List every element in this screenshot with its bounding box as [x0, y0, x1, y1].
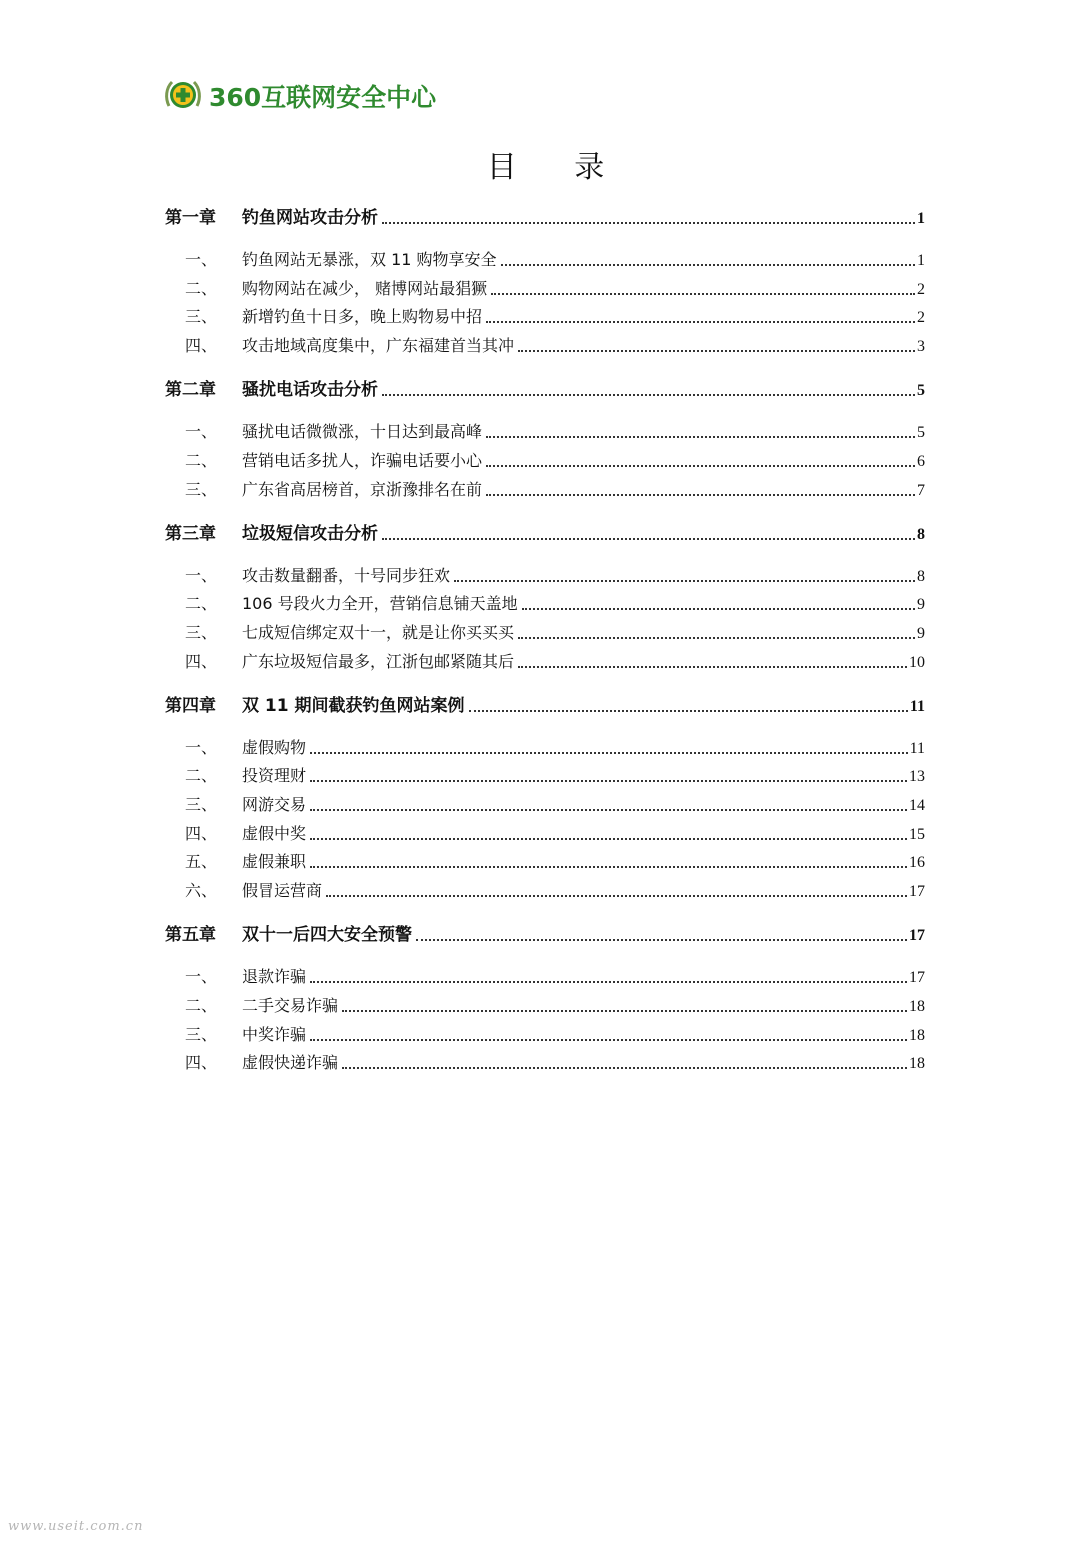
toc-entry-line [242, 735, 925, 758]
toc-entry-number: 五、 [185, 852, 218, 872]
toc-page-number: 6 [917, 452, 925, 470]
toc-entry-line [242, 993, 925, 1016]
toc-entry-number: 三、 [185, 1024, 218, 1044]
toc-entry-title: 攻击地域高度集中，广东福建首当其冲 [242, 336, 515, 356]
toc-section-entry[interactable] [165, 305, 925, 329]
toc-entry-title: 攻击数量翻番，十号同步狂欢 [242, 565, 451, 585]
toc-entry-title: 退款诈骗 [242, 967, 307, 987]
toc-page-number: 11 [909, 739, 925, 757]
toc-dot-leader [310, 808, 907, 811]
toc-page-number: 9 [917, 596, 925, 614]
toc-entry-line [242, 304, 925, 327]
toc-entry-line [242, 375, 925, 400]
toc-entry-number: 第五章 [165, 925, 216, 946]
toc-page-number: 10 [909, 653, 925, 671]
toc-entry-title: 虚假购物 [242, 737, 307, 757]
toc-entry-number: 第一章 [165, 208, 216, 228]
toc-entry-number: 四、 [185, 823, 218, 843]
toc-dot-leader [486, 493, 915, 496]
toc-entry-number: 一、 [185, 250, 218, 269]
toc-page-number: 17 [909, 969, 925, 987]
toc-entry-title: 投资理财 [242, 766, 307, 786]
toc-entry-number: 二、 [185, 278, 218, 298]
toc-entry-line [242, 247, 925, 270]
toc-entry-number: 四、 [185, 1053, 218, 1073]
toc-page-number: 14 [909, 797, 925, 814]
toc-page-number: 18 [909, 1026, 925, 1044]
toc-page-number: 3 [917, 338, 925, 356]
toc-dot-leader [518, 636, 915, 639]
toc-dot-leader [416, 938, 907, 941]
toc-entry-number: 二、 [185, 995, 218, 1015]
toc-entry-line [242, 448, 925, 471]
toc-dot-leader [486, 320, 915, 323]
toc-dot-leader [454, 579, 915, 582]
toc-entry-title: 骚扰电话微微涨，十日达到最高峰 [242, 422, 483, 442]
watermark: www.useit.com.cn [8, 1519, 144, 1534]
toc-dot-leader [310, 865, 907, 868]
toc-entry-number: 三、 [185, 795, 218, 814]
toc-entry-line [242, 477, 925, 500]
toc-section-entry[interactable] [165, 879, 925, 903]
toc-entry-line [242, 763, 925, 786]
toc-section-entry[interactable] [165, 965, 925, 989]
toc-page-number: 9 [917, 624, 925, 642]
toc-entry-line [242, 333, 925, 356]
toc-page-number: 18 [909, 997, 925, 1015]
toc-entry-title: 虚假快递诈骗 [242, 1053, 339, 1073]
toc-page-number: 8 [917, 567, 925, 585]
toc-entry-title: 106 号段火力全开，营销信息铺天盖地 [242, 594, 518, 614]
toc-dot-leader [342, 1066, 907, 1069]
toc-entry-title: 网游交易 [242, 795, 307, 814]
toc-entry-line [242, 620, 925, 643]
toc-entry-line [242, 878, 925, 901]
page-title: 目 录 [486, 150, 629, 185]
toc-page-number: 16 [909, 854, 925, 872]
toc-section-entry[interactable] [165, 621, 925, 645]
toc-page-number: 1 [917, 210, 925, 227]
toc-dot-leader [382, 221, 915, 224]
toc-entry-line [242, 563, 925, 586]
toc-page-number: 8 [917, 525, 925, 543]
toc-section-entry[interactable] [165, 592, 925, 616]
toc-entry-number: 第三章 [165, 523, 216, 544]
toc-page-number: 11 [909, 697, 925, 715]
toc-section-entry[interactable] [165, 334, 925, 358]
toc-page-number: 2 [917, 309, 925, 327]
toc-dot-leader [310, 751, 908, 754]
toc-entry-number: 六、 [185, 881, 218, 901]
toc-dot-leader [382, 393, 915, 396]
toc-entry-title: 营销电话多扰人，诈骗电话要小心 [242, 450, 483, 470]
toc-page-number: 17 [909, 883, 925, 901]
toc-section-entry[interactable] [165, 822, 925, 846]
toc-entry-number: 三、 [185, 622, 218, 642]
toc-page-number: 2 [917, 280, 925, 298]
toc-dot-leader [382, 537, 915, 540]
toc-chapter-entry[interactable] [165, 206, 925, 230]
toc-entry-number: 二、 [185, 450, 218, 470]
toc-entry-line [242, 649, 925, 672]
toc-entry-number: 一、 [185, 565, 218, 585]
toc-entry-title: 假冒运营商 [242, 881, 323, 901]
toc-page-number: 15 [909, 825, 925, 843]
toc-entry-title: 七成短信绑定双十一，就是让你买买买 [242, 622, 515, 642]
toc-section-entry[interactable] [165, 564, 925, 588]
toc-dot-leader [310, 980, 907, 983]
toc-entry-line [242, 519, 925, 544]
toc-section-entry[interactable] [165, 478, 925, 502]
toc-entry-number: 四、 [185, 651, 218, 671]
toc-dot-leader [491, 292, 915, 295]
toc-entry-title: 广东垃圾短信最多，江浙包邮紧随其后 [242, 651, 515, 671]
toc-chapter-entry[interactable] [165, 522, 925, 546]
toc-section-entry[interactable] [165, 764, 925, 788]
toc-entry-number: 二、 [185, 594, 218, 614]
toc-dot-leader [326, 894, 907, 897]
toc-entry-title: 中奖诈骗 [242, 1024, 307, 1044]
toc-page-number: 5 [917, 424, 925, 442]
toc-entry-number: 三、 [185, 307, 218, 327]
toc-entry-title: 购物网站在减少， 赌博网站最猖獗 [242, 278, 488, 298]
toc-chapter-entry[interactable] [165, 923, 925, 947]
toc-entry-line [242, 821, 925, 844]
toc-chapter-entry[interactable] [165, 694, 925, 718]
toc-page-number: 18 [909, 1055, 925, 1073]
header-logo [163, 76, 436, 116]
toc-dot-leader [518, 349, 915, 352]
toc-dot-leader [342, 1009, 907, 1012]
toc-dot-leader [522, 607, 915, 610]
toc-entry-line [242, 792, 925, 815]
toc-dot-leader [501, 263, 915, 266]
toc-entry-title: 骚扰电话攻击分析 [242, 380, 378, 401]
toc-section-entry[interactable] [165, 1023, 925, 1047]
toc-entry-title: 垃圾短信攻击分析 [242, 523, 378, 544]
toc-entry-title: 二手交易诈骗 [242, 995, 339, 1015]
toc-entry-number: 一、 [185, 422, 218, 442]
toc-entry-title: 钓鱼网站攻击分析 [242, 208, 378, 228]
toc-entry-number: 二、 [185, 766, 218, 786]
toc-entry-title: 新增钓鱼十日多，晚上购物易中招 [242, 307, 483, 327]
toc-section-entry[interactable] [165, 650, 925, 674]
toc-dot-leader [518, 665, 907, 668]
toc-section-entry[interactable] [165, 850, 925, 874]
toc-dot-leader [486, 464, 915, 467]
toc-entry-line [242, 691, 925, 716]
toc-chapter-entry[interactable] [165, 378, 925, 402]
toc-dot-leader [310, 1038, 907, 1041]
toc-entry-number: 第四章 [165, 695, 216, 716]
toc-section-entry[interactable] [165, 1051, 925, 1075]
toc-entry-number: 一、 [185, 967, 218, 987]
toc-page-number: 13 [909, 768, 925, 786]
toc-entry-number: 四、 [185, 336, 218, 356]
logo-emblem-icon [163, 76, 203, 116]
toc-section-entry[interactable] [165, 277, 925, 301]
toc-entry-line [242, 849, 925, 872]
toc-entry-title: 虚假中奖 [242, 823, 307, 843]
toc-page-number: 5 [917, 382, 925, 400]
toc-page-number: 7 [917, 481, 925, 499]
toc-entry-line [242, 419, 925, 442]
toc-section-entry[interactable] [165, 793, 925, 817]
toc-entry-number: 三、 [185, 479, 218, 499]
toc-entry-line [242, 1022, 925, 1045]
toc-section-entry[interactable] [165, 420, 925, 444]
toc-entry-line [242, 1050, 925, 1073]
toc-page-number: 17 [909, 927, 925, 945]
toc-dot-leader [310, 837, 907, 840]
toc-entry-number: 一、 [185, 737, 218, 757]
toc-entry-line [242, 203, 925, 228]
toc-section-entry[interactable] [165, 248, 925, 272]
toc-section-entry[interactable] [165, 449, 925, 473]
toc-section-entry[interactable] [165, 736, 925, 760]
toc-entry-line [242, 591, 925, 614]
toc-page-number: 1 [917, 252, 925, 269]
toc-dot-leader [310, 779, 907, 782]
toc-entry-line [242, 920, 925, 945]
toc-entry-title: 广东省高居榜首，京浙豫排名在前 [242, 479, 483, 499]
toc-entry-number: 第二章 [165, 380, 216, 401]
toc-entry-line [242, 276, 925, 299]
logo-text: 360互联网安全中心 [209, 83, 437, 112]
toc-dot-leader [469, 709, 908, 712]
toc-section-entry[interactable] [165, 994, 925, 1018]
toc-entry-title: 双十一后四大安全预警 [242, 925, 412, 946]
toc-entry-title: 双 11 期间截获钓鱼网站案例 [242, 695, 465, 716]
toc-dot-leader [486, 435, 915, 438]
toc-entry-line [242, 964, 925, 987]
toc-entry-title: 虚假兼职 [242, 852, 307, 872]
toc-entry-title: 钓鱼网站无暴涨，双 11 购物享安全 [242, 250, 497, 269]
